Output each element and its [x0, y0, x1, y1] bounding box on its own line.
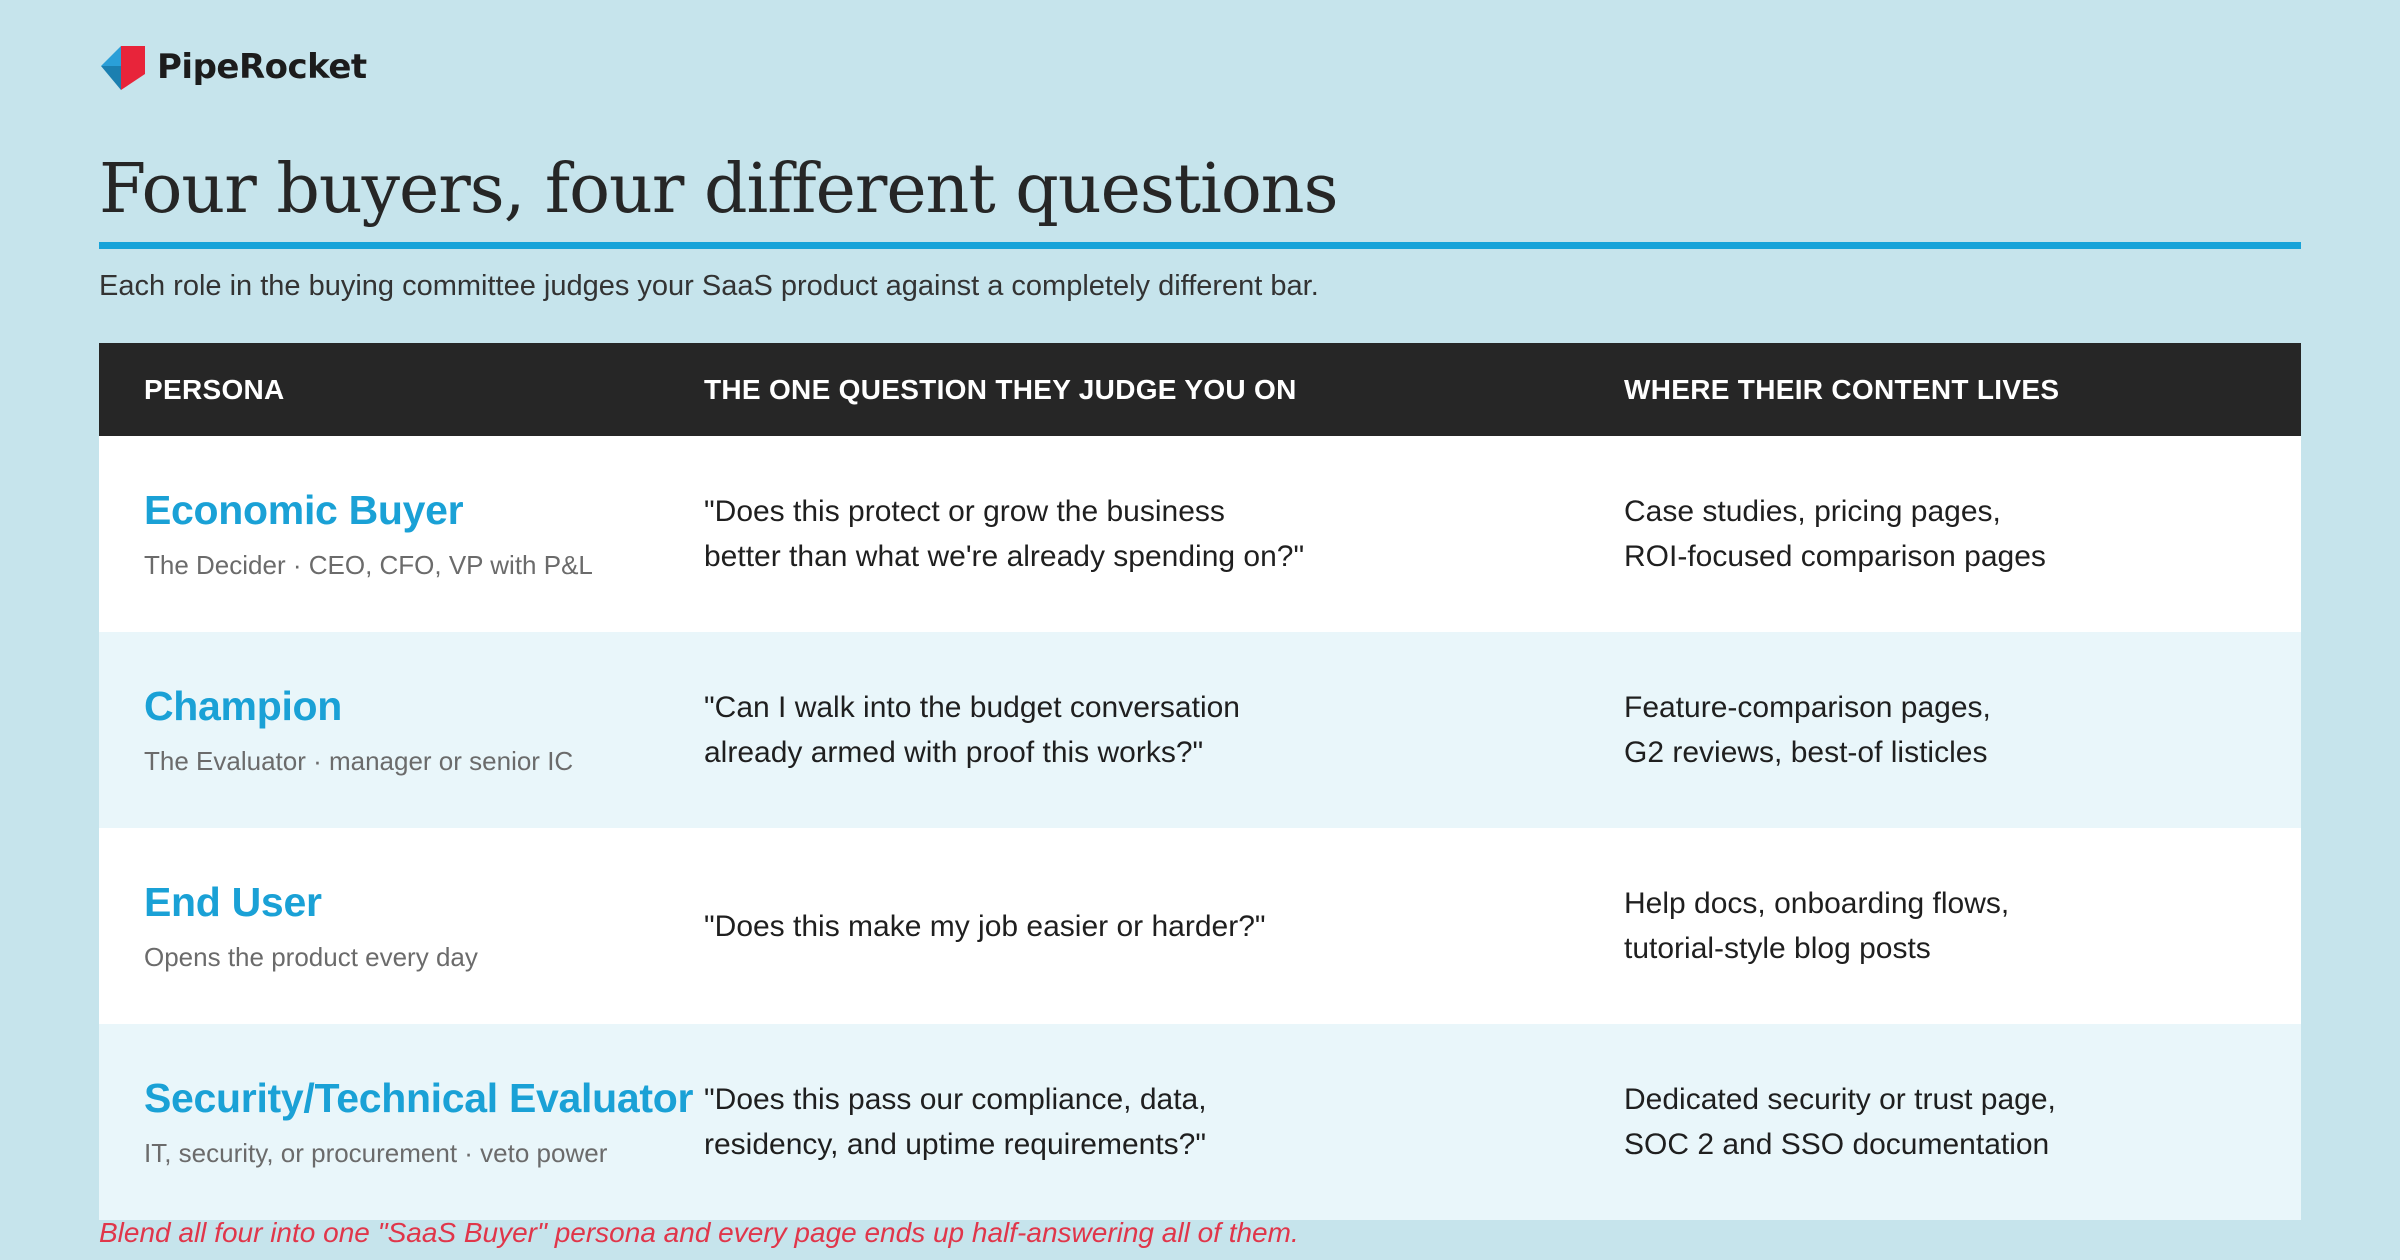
content-line: SOC 2 and SSO documentation: [1624, 1128, 2050, 1161]
persona-question: [704, 1077, 1624, 1167]
persona-name: Security/Technical Evaluator: [144, 1075, 694, 1121]
table-row-champion: [99, 632, 2301, 828]
persona-table: [99, 343, 2301, 1220]
table-row-security-evaluator: [99, 1024, 2301, 1220]
content-line: ROI-focused comparison pages: [1624, 540, 2046, 573]
header-content: WHERE THEIR CONTENT LIVES: [1624, 373, 2060, 405]
brand-logo: [99, 44, 367, 90]
content-line: Help docs, onboarding flows,: [1624, 887, 2010, 920]
persona-content: [1624, 685, 2301, 775]
question-line: already armed with proof this works?": [704, 736, 1204, 769]
table-row-end-user: [99, 828, 2301, 1024]
persona-name: End User: [144, 879, 322, 925]
content-line: G2 reviews, best-of listicles: [1624, 736, 1988, 769]
header-persona: PERSONA: [144, 373, 285, 405]
persona-name: Champion: [144, 683, 343, 729]
persona-question: [704, 904, 1624, 949]
content-line: Case studies, pricing pages,: [1624, 495, 2001, 528]
persona-role: Opens the product every day: [144, 942, 478, 972]
footnote: Blend all four into one "SaaS Buyer" persona and every page ends up half-answering all of them.: [99, 1217, 1299, 1248]
question-line: "Does this make my job easier or harder?": [704, 909, 1266, 943]
table-header: [99, 343, 2301, 436]
persona-content: [1624, 881, 2301, 971]
persona-question: [704, 489, 1624, 579]
persona-content: [1624, 489, 2301, 579]
brand-name: PipeRocket: [157, 47, 367, 87]
persona-content: [1624, 1077, 2301, 1167]
content-line: Feature-comparison pages,: [1624, 691, 1991, 724]
question-line: "Can I walk into the budget conversation: [704, 691, 1240, 724]
page-title: Four buyers, four different questions: [99, 150, 1338, 229]
question-line: "Does this pass our compliance, data,: [704, 1083, 1207, 1116]
piperocket-logo-icon: [99, 44, 145, 90]
content-line: Dedicated security or trust page,: [1624, 1083, 2056, 1116]
persona-role: The Evaluator · manager or senior IC: [144, 746, 574, 776]
header-question: THE ONE QUESTION THEY JUDGE YOU ON: [704, 373, 1297, 405]
persona-question: [704, 685, 1624, 775]
persona-role: IT, security, or procurement · veto power: [144, 1138, 608, 1168]
question-line: "Does this protect or grow the business: [704, 495, 1225, 528]
question-line: residency, and uptime requirements?": [704, 1128, 1207, 1161]
page-subtitle: Each role in the buying committee judges your SaaS product against a completely different bar.: [99, 270, 1319, 302]
question-line: better than what we're already spending on?": [704, 540, 1305, 573]
table-row-economic-buyer: [99, 436, 2301, 632]
content-line: tutorial-style blog posts: [1624, 932, 1931, 965]
persona-role: The Decider · CEO, CFO, VP with P&L: [144, 550, 593, 580]
title-underline: [99, 242, 2301, 249]
persona-name: Economic Buyer: [144, 487, 464, 533]
